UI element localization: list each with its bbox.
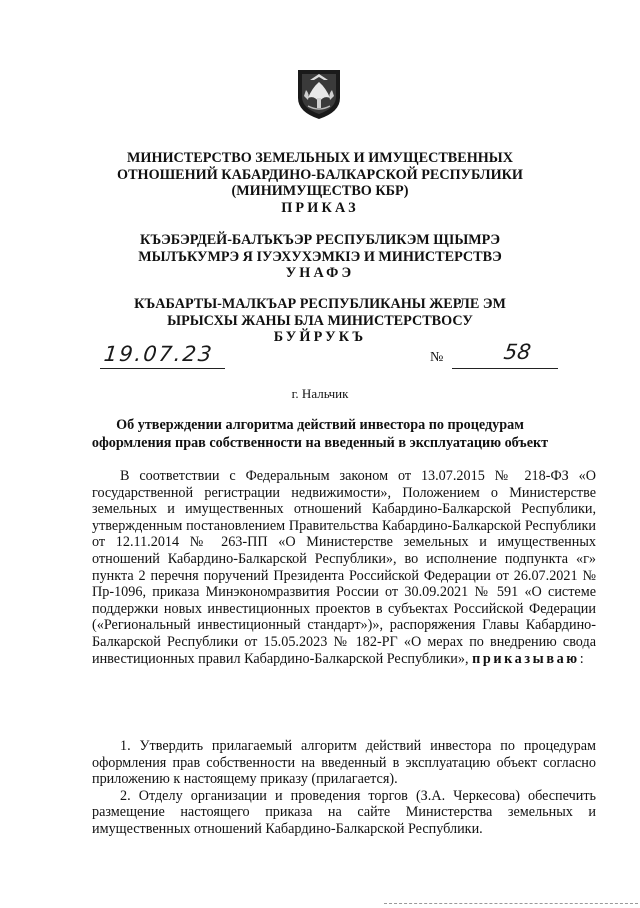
page-bottom-rule: [384, 903, 638, 906]
item-1-paragraph: 1. Утвердить прилагаемый алгоритм действий инвестора по процедурам оформления прав собственности на введенный в эксплуатацию объект согласно приложению к настоящему приказу (прилагается).: [92, 738, 596, 788]
title-line-2: оформления прав собственности на введенный в эксплуатацию объект: [91, 434, 549, 451]
preamble-paragraph: [92, 468, 596, 667]
title-line-1: Об утверждении алгоритма действий инвестора по процедурам: [116, 417, 524, 433]
document-title: [80, 417, 560, 452]
items-block: [92, 738, 596, 838]
coat-of-arms-emblem: [296, 68, 342, 120]
header-ru-line-2: ОТНОШЕНИЙ КАБАРДИНО-БАЛКАРСКОЙ РЕСПУБЛИКИ: [117, 166, 523, 183]
order-decree-word: приказываю: [472, 650, 580, 667]
city-line: г. Нальчик: [291, 386, 349, 401]
ministry-header-ru: [60, 150, 580, 216]
header-ru-line-1: МИНИСТЕРСТВО ЗЕМЕЛЬНЫХ И ИМУЩЕСТВЕННЫХ: [127, 150, 513, 166]
order-word-kbd: УНАФЭ: [285, 265, 355, 281]
order-word-krc: БУЙРУКЪ: [273, 329, 367, 345]
preamble-text: В соответствии с Федеральным законом от 13.07.2015 № 218-ФЗ «О государственной регистрации недвижимости», Положением о Министерстве земельных и имущественных отношений Кабардино-Балкарской Республики, утвержденным постановлением Правительства Кабардино-Балкарской Республики от 12.11.2014 № 263-ПП «О Министерстве земельных и имущественных отношений Кабардино-Балкарской Республики», во исполнение подпункта «г» пункта 2 перечня поручений Президента Российской Федерации от 26.07.2021 № Пр-1096, приказа Минэкономразвития России от 30.09.2021 № 591 «О системе поддержки новых инвестиционных проектов в субъектах Российской Федерации («Региональный инвестиционный стандарт»)», распоряжения Главы Кабардино-Балкарской Республики от 15.05.2023 № 182-РГ «О мерах по внедрению свода инвестиционных правил Кабардино-Балкарской Республики»,: [92, 468, 596, 667]
order-decree-colon: :: [579, 650, 584, 667]
header-ru-line-3: (МИНИМУЩЕСТВО КБР): [231, 183, 409, 199]
preamble-block: [92, 468, 596, 667]
order-date-field: [100, 340, 225, 369]
header-krc-line-1: КЪАБАРТЫ-МАЛКЪАР РЕСПУБЛИКАНЫ ЖЕРЛЕ ЭМ: [134, 296, 506, 312]
order-number: 58: [502, 340, 533, 364]
header-krc-line-2: ЫРЫСХЫ ЖАНЫ БЛА МИНИСТЕРСТВОСУ: [167, 312, 473, 329]
ministry-header-krc: [60, 296, 580, 346]
item-2-paragraph: 2. Отделу организации и проведения торгов (З.А. Черкесова) обеспечить размещение настоящего приказа на сайте Министерства земельных и имущественных отношений Кабардино-Балкарской Республики.: [92, 787, 596, 837]
order-date: 19.07.23: [102, 342, 215, 366]
order-word-ru: ПРИКАЗ: [281, 199, 359, 216]
order-number-label: №: [430, 350, 444, 365]
header-kbd-line-1: КЪЭБЭРДЕЙ-БАЛЪКЪЭР РЕСПУБЛИКЭМ ЩІЫМРЭ: [140, 232, 500, 248]
order-number-field: [452, 340, 558, 369]
ministry-header-kbd: [60, 232, 580, 282]
header-kbd-line-2: МЫЛЪКУМРЭ Я ІУЭХУХЭМКІЭ И МИНИСТЕРСТВЭ: [138, 248, 502, 265]
